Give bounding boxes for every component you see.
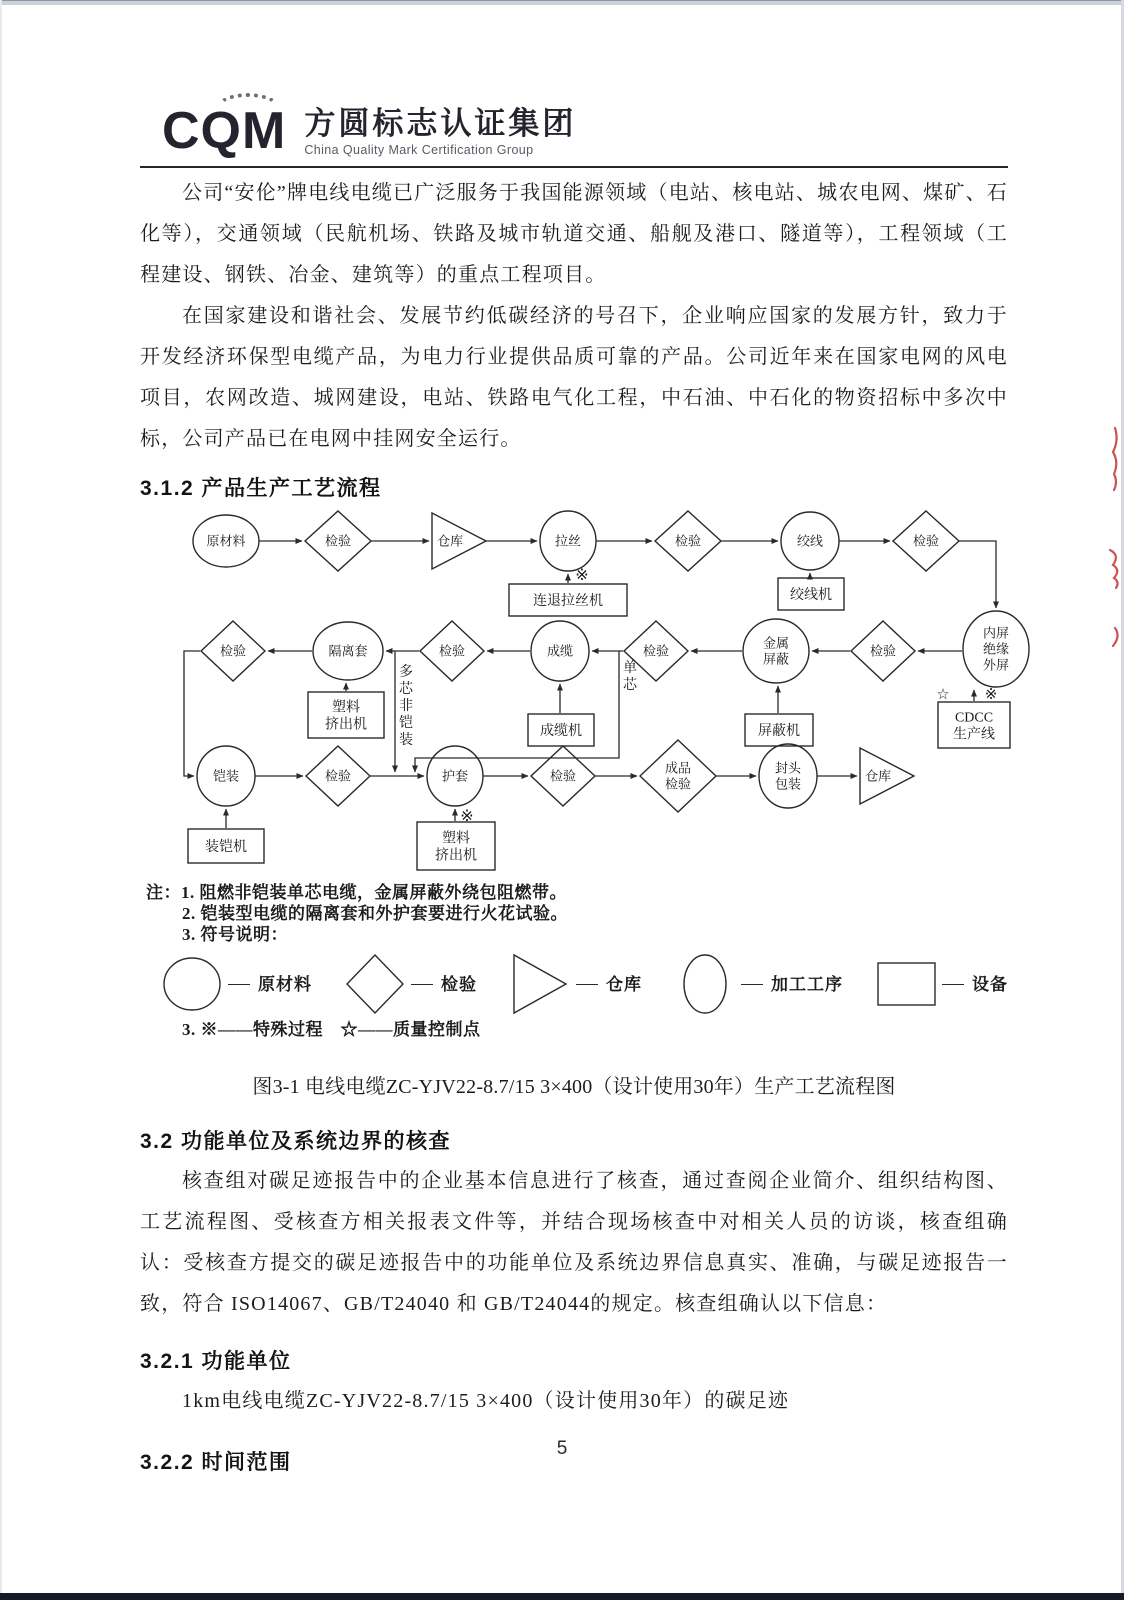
svg-text:装铠机: 装铠机 <box>205 839 247 855</box>
note-line-1 <box>146 882 1008 903</box>
flow-node-inspect-9 <box>531 746 595 806</box>
legend-dash <box>741 984 763 985</box>
flow-node-separation-sheath <box>313 622 383 680</box>
legend-label: 检验 <box>441 974 477 994</box>
paragraph-company-market: 在国家建设和谐社会、发展节约低碳经济的号召下，企业响应国家的发展方针，致力于开发经济环保型电缆产品，为电力行业提供品质可靠的产品。公司近年来在国家电网的风电项目，农网改造、城网建设，电站、铁路电气化工程，中石油、中石化的物资招标中多次中标，公司产品已在电网中挂网安全运行。 <box>140 305 1008 450</box>
svg-text:屏蔽机: 屏蔽机 <box>758 723 800 739</box>
svg-text:封头包装: 封头包装 <box>774 760 802 792</box>
legend-item-diamond <box>345 952 477 1016</box>
handwritten-red-ink-marks <box>1094 400 1124 680</box>
legend-dash <box>576 984 598 985</box>
flow-node-warehouse-in <box>432 513 486 569</box>
flow-edge <box>415 651 619 772</box>
svg-text:检验: 检验 <box>438 643 466 659</box>
flow-node-inspect-8 <box>306 746 370 806</box>
heading-3-2-2: 3.2.2 时间范围 <box>140 1451 292 1474</box>
svg-text:铠装: 铠装 <box>212 768 240 784</box>
flow-label-quality-control-star: ☆ <box>936 687 950 703</box>
flow-node-sheathing <box>427 746 483 806</box>
flow-label-special-process-mark-2: ※ <box>984 687 998 703</box>
paragraph-company-products: 公司“安伦”牌电线电缆已广泛服务于我国能源领域（电站、核电站、城农电网、煤矿、石化等），交通领域（民航机场、铁路及城市轨道交通、船舰及港口、隧道等），工程领域（工程建设、钢铁、冶金、建筑等）的重点工程项目。 <box>140 182 1008 286</box>
svg-text:金属屏蔽: 金属屏蔽 <box>762 635 790 667</box>
svg-text:原材料: 原材料 <box>206 533 246 549</box>
note-line-2: 2. 铠装型电缆的隔离套和外护套要进行火花试验。 <box>182 904 568 923</box>
flow-label-single-core-label: 单芯 <box>623 661 637 693</box>
flow-node-warehouse-out <box>860 748 914 804</box>
svg-text:检验: 检验 <box>219 643 247 659</box>
flow-node-inspect-3 <box>893 511 959 571</box>
legend-label: 原材料 <box>258 974 312 994</box>
svg-text:成缆机: 成缆机 <box>540 723 582 739</box>
svg-text:成缆: 成缆 <box>546 643 574 659</box>
legend-label: 加工工序 <box>771 974 843 994</box>
scan-edge-bottom <box>0 1593 1124 1600</box>
svg-text:拉丝: 拉丝 <box>554 533 582 549</box>
svg-text:护套: 护套 <box>441 768 469 784</box>
ellipse-icon <box>162 952 224 1016</box>
circle-icon <box>675 952 737 1016</box>
svg-text:绞线机: 绞线机 <box>790 587 832 603</box>
flow-box-cabling-machine <box>528 714 594 746</box>
logo-acronym: CQM <box>162 102 287 160</box>
flow-node-inspect-7 <box>201 621 265 681</box>
svg-text:检验: 检验 <box>642 643 670 659</box>
flow-node-inspect-6 <box>420 621 484 681</box>
svg-text:内屏绝缘外屏: 内屏绝缘外屏 <box>982 625 1010 673</box>
flow-box-annealing-drawing-machine <box>509 584 627 616</box>
svg-text:绞线: 绞线 <box>796 533 824 549</box>
production-process-flowchart <box>148 508 1048 880</box>
legend-label: 设备 <box>972 974 1008 994</box>
svg-text:成品检验: 成品检验 <box>664 760 692 792</box>
heading-3-2-1: 3.2.1 功能单位 <box>140 1350 292 1373</box>
heading-3-2: 3.2 功能单位及系统边界的核查 <box>140 1130 452 1153</box>
flow-node-inspect-4 <box>851 621 915 681</box>
flow-node-stranding <box>781 512 839 570</box>
cqm-logo <box>162 93 1008 160</box>
paragraph-functional-unit: 1km电线电缆ZC-YJV22-8.7/15 3×400（设计使用30年）的碳足迹 <box>182 1390 790 1412</box>
flow-label-multi-core-unarmored-label: 多芯非铠装 <box>399 665 413 748</box>
logo-english-name: China Quality Mark Certification Group <box>304 143 534 157</box>
page-number: 5 <box>556 1438 568 1459</box>
header-rule <box>140 166 1008 168</box>
svg-text:检验: 检验 <box>869 643 897 659</box>
legend-item-ellipse <box>162 952 312 1016</box>
svg-text:塑料挤出机: 塑料挤出机 <box>325 700 367 733</box>
page-content <box>140 0 1008 1482</box>
flow-node-metal-screen <box>743 619 809 683</box>
triangle-icon <box>510 952 572 1016</box>
flow-node-inspect-1 <box>305 511 371 571</box>
flow-node-cabling <box>531 621 589 681</box>
logo-text-block <box>304 107 576 157</box>
flow-box-plastic-extruder-2 <box>417 822 495 870</box>
cqm-logo-mark <box>162 102 287 160</box>
flow-box-screening-machine <box>745 714 813 746</box>
flow-node-sealing-packing <box>759 744 817 808</box>
note-prefix: 注： <box>146 883 181 902</box>
svg-text:仓库: 仓库 <box>865 768 892 784</box>
flow-box-armoring-machine <box>188 829 264 863</box>
legend-item-triangle <box>510 952 642 1016</box>
svg-text:连退拉丝机: 连退拉丝机 <box>533 593 603 609</box>
flow-node-inner-screen <box>963 611 1029 687</box>
diamond-icon <box>345 952 407 1016</box>
flow-box-plastic-extruder-1 <box>308 692 384 738</box>
flow-node-inspect-2 <box>655 511 721 571</box>
svg-text:塑料挤出机: 塑料挤出机 <box>435 831 477 864</box>
flow-node-wire-drawing <box>540 511 596 571</box>
legend-dash <box>228 984 250 985</box>
svg-text:检验: 检验 <box>549 768 577 784</box>
logo-dotted-arc-icon <box>216 93 280 123</box>
flow-box-cdcc-line <box>938 702 1010 748</box>
legend-item-circle <box>675 952 843 1016</box>
svg-text:检验: 检验 <box>674 533 702 549</box>
legend-dash <box>942 984 964 985</box>
rect-icon <box>876 952 938 1016</box>
flowchart-notes <box>146 882 1008 1040</box>
svg-text:仓库: 仓库 <box>437 533 464 549</box>
flow-node-armoring <box>197 746 255 806</box>
svg-text:检验: 检验 <box>324 768 352 784</box>
paragraph-verification: 核查组对碳足迹报告中的企业基本信息进行了核查，通过查阅企业简介、组织结构图、工艺流程图、受核查方相关报表文件等，并结合现场核查中对相关人员的访谈，核查组确认：受核查方提交的碳足迹报告中的功能单位及系统边界信息真实、准确，与碳足迹报告一致，符合 ISO14067、GB/T24040 和 GB/T24044的规定。核查组确认以下信息： <box>140 1170 1008 1315</box>
svg-text:检验: 检验 <box>912 533 940 549</box>
note-line-3: 3. 符号说明： <box>182 925 288 944</box>
flow-node-raw-material <box>193 515 259 567</box>
figure-caption: 图3-1 电线电缆ZC-YJV22-8.7/15 3×400（设计使用30年）生产工艺流程图 <box>252 1076 896 1098</box>
flow-edge <box>959 541 996 608</box>
legend-item-rect <box>876 952 1008 1016</box>
scan-edge-left <box>0 0 2 1600</box>
flow-edge <box>184 651 200 776</box>
flow-label-special-process-mark-1: ※ <box>575 567 589 584</box>
note-symbols-line: 3. ※——特殊过程 ☆——质量控制点 <box>182 1020 481 1039</box>
logo-chinese-name: 方圆标志认证集团 <box>304 106 577 141</box>
svg-text:检验: 检验 <box>324 533 352 549</box>
legend-dash <box>411 984 433 985</box>
flow-node-final-inspection <box>640 740 716 812</box>
heading-3-1-2: 3.1.2 产品生产工艺流程 <box>140 477 382 500</box>
svg-text:隔离套: 隔离套 <box>328 643 368 659</box>
legend-label: 仓库 <box>606 974 642 994</box>
note-item-1: 1. 阻燃非铠装单芯电缆，金属屏蔽外绕包阻燃带。 <box>181 883 567 902</box>
flow-label-special-process-mark-3: ※ <box>460 808 474 825</box>
symbol-legend <box>162 951 1008 1017</box>
flow-box-stranding-machine <box>778 578 844 610</box>
svg-text:CDCC生产线: CDCC 生产线 <box>953 710 995 743</box>
